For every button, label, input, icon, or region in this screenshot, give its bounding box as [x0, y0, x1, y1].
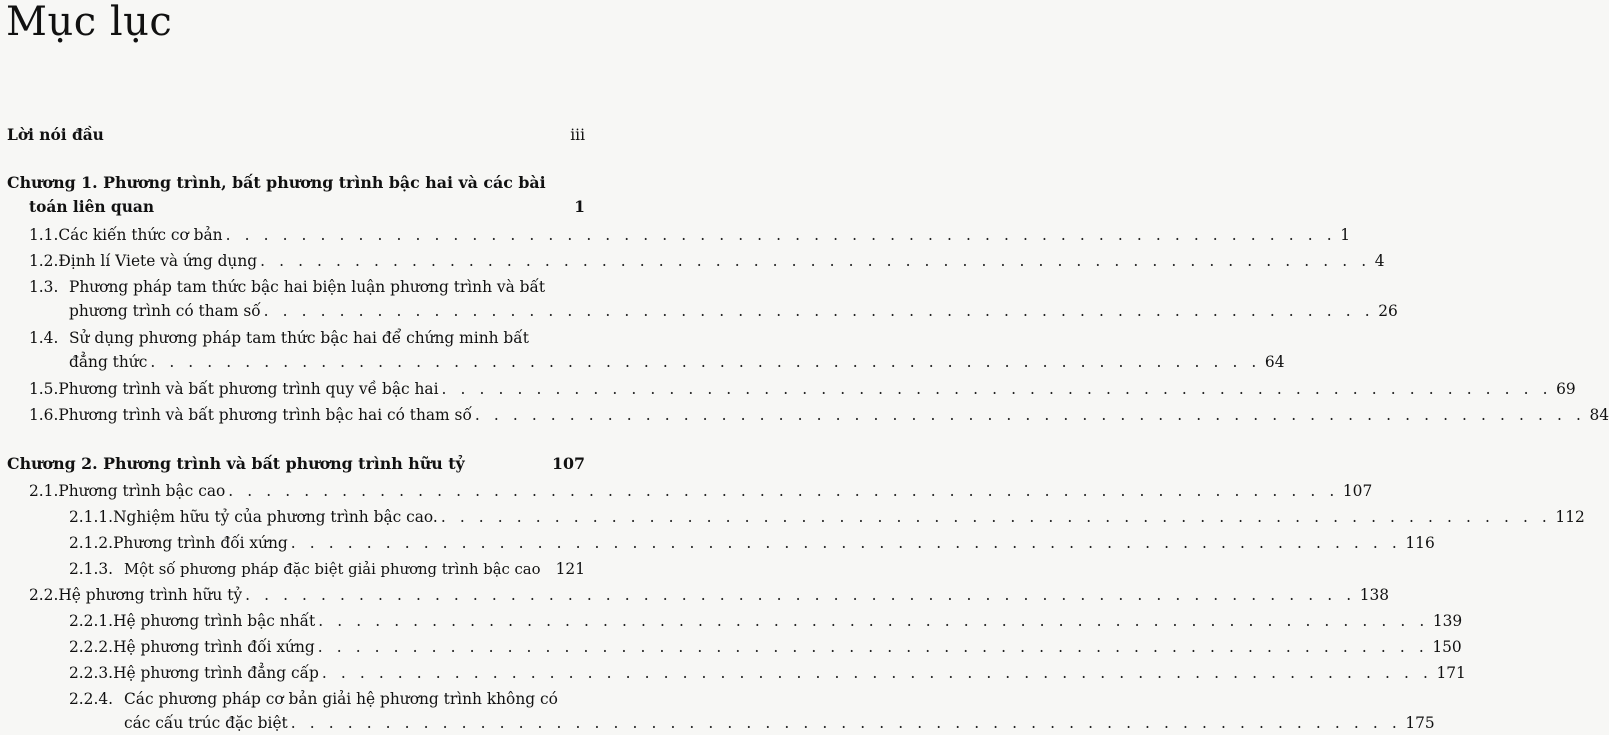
page-number: 138: [1359, 586, 1390, 604]
entry-text: Một số phương pháp đặc biệt giải phương trình bậc cao: [124, 561, 541, 578]
dot-leader: . . . . . . . . . . . . . . . . . . . . . . . . . . . . . . . . . . . . . . . . . . . . . . . . . . . . . . . . . . .: [290, 714, 1402, 732]
chapter-2-title: Chương 2. Phương trình và bất phương trình hữu tỷ: [7, 454, 465, 473]
section-number: 2.2.4.: [69, 690, 114, 708]
dot-leader: . . . . . . . . . . . . . . . . . . . . . . . . . . . . . . . . . . . . . . . . . . . . . . . . . . . . . . . . . . .: [245, 586, 1356, 604]
entry-text: đẳng thức: [69, 353, 148, 371]
toc-entry-2-2-3[interactable]: [69, 662, 1466, 684]
entry-text: Phương pháp tam thức bậc hai biện luận phương trình và bất: [69, 278, 546, 296]
entry-text: Các kiến thức cơ bản: [58, 226, 223, 244]
entry-text: Phương trình đối xứng: [113, 534, 288, 552]
section-number: 1.2.: [29, 252, 59, 270]
page-number: 171: [1436, 664, 1466, 682]
section-number: 2.1.: [29, 482, 59, 500]
section-number: 2.1.2.: [69, 534, 114, 552]
toc-entry-2-2-4[interactable]: [124, 712, 1435, 734]
section-number: 2.1.1.: [69, 508, 114, 526]
toc-entry-1-3-line1[interactable]: [29, 276, 585, 298]
toc-entry-1-1[interactable]: [29, 224, 1350, 246]
entry-text: toán liên quan: [29, 198, 155, 216]
toc-entry-1-2[interactable]: [29, 250, 1385, 272]
page-number: 4: [1374, 252, 1385, 270]
toc-entry-2-2-2[interactable]: [69, 636, 1462, 658]
dot-leader: . . . . . . . . . . . . . . . . . . . . . . . . . . . . . . . . . . . . . . . . . . . . . . . . . . . . . . . . . . .: [228, 482, 1339, 500]
page-number: 64: [1264, 353, 1285, 371]
entry-text: Định lí Viete và ứng dụng: [58, 252, 258, 270]
section-number: 2.2.2.: [69, 638, 114, 656]
toc-entry-2-1[interactable]: [29, 480, 1373, 502]
dot-leader: . . . . . . . . . . . . . . . . . . . . . . . . . . . . . . . . . . . . . . . . . . . . . . . . . . . . . . . . . . .: [260, 252, 1371, 270]
page-number: 107: [1342, 482, 1373, 500]
dot-leader: . . . . . . . . . . . . . . . . . . . . . . . . . . . . . . . . . . . . . . . . . . . . . . . . . . . . . . . . . . .: [317, 638, 1429, 656]
section-number: 2.2.3.: [69, 664, 114, 682]
page-number: 1: [574, 198, 585, 216]
page-number: 150: [1432, 638, 1462, 656]
dot-leader: . . . . . . . . . . . . . . . . . . . . . . . . . . . . . . . . . . . . . . . . . . . . . . . . . . . . . . . . . . .: [474, 406, 1586, 424]
page-title: Mục lục: [6, 0, 173, 45]
page-number: 69: [1556, 380, 1576, 398]
page-number: 116: [1405, 534, 1435, 552]
page-number: 139: [1432, 612, 1463, 630]
toc-entry-2-1-3[interactable]: [69, 558, 585, 581]
page-number: 107: [552, 454, 585, 473]
section-number: 1.3.: [29, 278, 59, 296]
dot-leader: . . . . . . . . . . . . . . . . . . . . . . . . . . . . . . . . . . . . . . . . . . . . . . . . . . . . . . . . . . .: [318, 612, 1429, 630]
dot-leader: . . . . . . . . . . . . . . . . . . . . . . . . . . . . . . . . . . . . . . . . . . . . . . . . . . . . . . . . . . .: [441, 380, 1553, 398]
toc-entry-1-4-line1[interactable]: [29, 327, 585, 349]
toc-entry-1-3[interactable]: [69, 300, 1398, 322]
page-number: 112: [1555, 508, 1585, 526]
dot-leader: . . . . . . . . . . . . . . . . . . . . . . . . . . . . . . . . . . . . . . . . . . . . . . . . . . . . . . . . . . .: [150, 353, 1261, 371]
page-number: 26: [1378, 302, 1398, 320]
entry-text: phương trình có tham số: [69, 302, 261, 320]
chapter-1-title[interactable]: Chương 1. Phương trình, bất phương trình bậc hai và các bài: [7, 173, 546, 192]
entry-text: Hệ phương trình hữu tỷ: [58, 586, 243, 604]
entry-text: Lời nói đầu: [7, 126, 104, 144]
entry-text: Phương trình bậc cao: [58, 482, 226, 500]
section-number: 1.1.: [29, 226, 59, 244]
dot-leader: . . . . . . . . . . . . . . . . . . . . . . . . . . . . . . . . . . . . . . . . . . . . . . . . . . . . . . . . . . .: [225, 226, 1337, 244]
entry-text: Hệ phương trình đối xứng: [113, 638, 315, 656]
section-number: 2.2.1.: [69, 612, 114, 630]
toc-entry-2-2-1[interactable]: [69, 610, 1463, 632]
entry-text: Nghiệm hữu tỷ của phương trình bậc cao.: [113, 508, 438, 526]
entry-text: Phương trình và bất phương trình bậc hai có tham số: [58, 406, 472, 424]
dot-leader: . . . . . . . . . . . . . . . . . . . . . . . . . . . . . . . . . . . . . . . . . . . . . . . . . . . . . . . . . . .: [263, 302, 1375, 320]
toc-entry-chapter-1[interactable]: [29, 196, 585, 218]
section-number: 1.4.: [29, 329, 59, 347]
dot-leader: . . . . . . . . . . . . . . . . . . . . . . . . . . . . . . . . . . . . . . . . . . . . . . . . . . . . . . . . . . .: [321, 664, 1433, 682]
section-number: 1.6.: [29, 406, 59, 424]
section-number: 1.5.: [29, 380, 59, 398]
toc-entry-2-1-2[interactable]: [69, 532, 1435, 554]
entry-text: Các phương pháp cơ bản giải hệ phương trình không có: [124, 690, 558, 708]
dot-leader: . . . . . . . . . . . . . . . . . . . . . . . . . . . . . . . . . . . . . . . . . . . . . . . . . . . . . . . . . . .: [290, 534, 1402, 552]
page-number: iii: [570, 126, 585, 144]
toc-entry-chapter-2[interactable]: [7, 453, 585, 475]
page-number: 84: [1589, 406, 1609, 424]
section-number: 2.1.3.: [69, 560, 114, 578]
page-number: 121: [555, 560, 585, 578]
toc-entry-2-1-1[interactable]: [69, 506, 1585, 528]
page-number: 175: [1405, 714, 1435, 732]
toc-entry-2-2[interactable]: [29, 584, 1390, 606]
entry-text: các cấu trúc đặc biệt: [124, 714, 288, 732]
section-number: 2.2.: [29, 586, 59, 604]
entry-text: Phương trình và bất phương trình quy về bậc hai: [58, 380, 439, 398]
entry-text: Hệ phương trình bậc nhất: [113, 612, 316, 630]
toc-entry-2-2-4-line1[interactable]: [69, 688, 585, 710]
toc-entry-preface[interactable]: [7, 124, 585, 146]
entry-text: Sử dụng phương pháp tam thức bậc hai để chứng minh bất: [69, 329, 529, 347]
toc-entry-1-5[interactable]: [29, 378, 1576, 400]
toc-entry-1-4[interactable]: [69, 351, 1285, 373]
entry-text: Hệ phương trình đẳng cấp: [113, 664, 319, 682]
dot-leader: . . . . . . . . . . . . . . . . . . . . . . . . . . . . . . . . . . . . . . . . . . . . . . . . . . . . . . . . . . .: [440, 508, 1552, 526]
toc-entry-1-6[interactable]: [29, 404, 1609, 426]
page-number: 1: [1340, 226, 1350, 244]
